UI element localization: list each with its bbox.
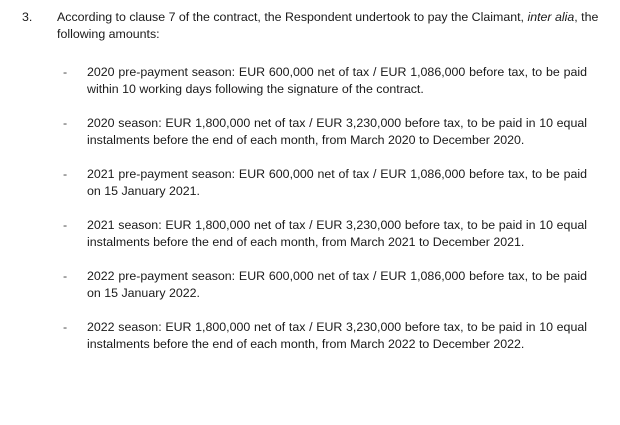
intro-italic-phrase: inter alia: [527, 10, 575, 24]
intro-text-end: , the following amounts:: [57, 10, 599, 41]
list-item: [57, 268, 587, 302]
bullet-dash-icon: -: [63, 116, 68, 130]
intro-text: According to clause 7 of the contract, the Respondent undertook to pay the Claimant,: [57, 10, 524, 24]
list-item: [57, 64, 587, 98]
bullet-dash-icon: -: [63, 218, 68, 232]
paragraph-intro: [57, 9, 605, 43]
amount-text: 2022 season: EUR 1,800,000 net of tax / EUR 3,230,000 before tax, to be paid in 10 equal instalments before the end of each month, from March 2022 to December 2022.: [87, 320, 587, 351]
list-item: [57, 115, 587, 149]
list-item: [57, 166, 587, 200]
amounts-list: [57, 64, 587, 370]
bullet-dash-icon: -: [63, 269, 68, 283]
amount-text: 2021 pre-payment season: EUR 600,000 net of tax / EUR 1,086,000 before tax, to be paid on 15 January 2021.: [87, 167, 587, 198]
paragraph-number: 3.: [22, 10, 33, 24]
list-item: [57, 319, 587, 353]
bullet-dash-icon: -: [63, 167, 68, 181]
bullet-dash-icon: -: [63, 320, 68, 334]
list-item: [57, 217, 587, 251]
amount-text: 2022 pre-payment season: EUR 600,000 net of tax / EUR 1,086,000 before tax, to be paid on 15 January 2022.: [87, 269, 587, 300]
bullet-dash-icon: -: [63, 65, 68, 79]
amount-text: 2020 season: EUR 1,800,000 net of tax / EUR 3,230,000 before tax, to be paid in 10 equal instalments before the end of each month, from March 2020 to December 2020.: [87, 116, 587, 147]
amount-text: 2021 season: EUR 1,800,000 net of tax / EUR 3,230,000 before tax, to be paid in 10 equal instalments before the end of each month, from March 2021 to December 2021.: [87, 218, 587, 249]
amount-text: 2020 pre-payment season: EUR 600,000 net of tax / EUR 1,086,000 before tax, to be paid within 10 working days following the signature of the contract.: [87, 65, 587, 96]
